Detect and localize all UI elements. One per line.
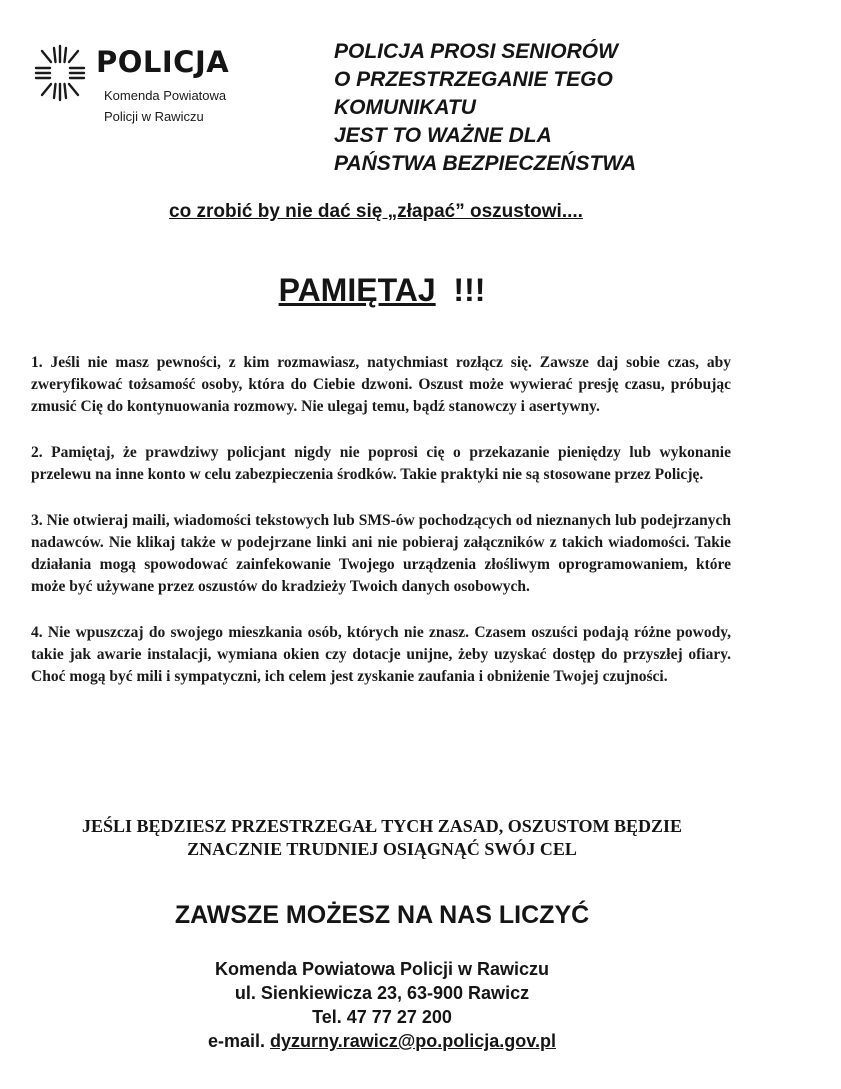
rule-item: 1. Jeśli nie masz pewności, z kim rozmawiasz, natychmiast rozłącz się. Zawsze daj sobie czas, aby zweryfikować tożsamość osoby, która do Ciebie dzwoni. Oszust może wywierać presję czasu, próbując zmusić Cię do kontynuowania rozmowy. Nie ulegaj temu, bądź stanowczy i asertywny. [31,354,731,415]
warning-line1: JEŚLI BĘDZIESZ PRZESTRZEGAŁ TYCH ZASAD, OSZUSTOM BĘDZIE [81,816,683,836]
contact-email-row [0,1029,764,1053]
header-message [334,38,734,178]
contact-block [0,957,764,1053]
contact-email-link[interactable]: dyzurny.rawicz@po.policja.gov.pl [270,1031,556,1051]
warning-message [0,815,764,861]
contact-phone: Tel. 47 77 27 200 [312,1007,452,1027]
header-message-line: PAŃSTWA BEZPIECZEŃSTWA [334,152,637,175]
rule-item: 2. Pamiętaj, że prawdziwy policjant nigdy nie poprosi cię o przekazanie pieniędzy lub wykonanie przelewu na inne konto w celu zabezpieczenia środków. Takie praktyki nie są stosowane przez Policję. [31,444,731,483]
header-message-line: KOMUNIKATU [334,96,476,119]
subtitle: co zrobić by nie dać się „złapać” oszustowi.... [169,201,583,222]
logo-subtitle-line2: Policji w Rawiczu [104,109,204,124]
police-star-icon [34,42,86,104]
headline-word: PAMIĘTAJ [278,272,436,308]
logo-name: POLICJA [96,45,230,79]
headline-exclamation: !!! [453,272,486,308]
contact-address: ul. Sienkiewicza 23, 63-900 Rawicz [234,983,530,1003]
warning-line2: ZNACZNIE TRUDNIEJ OSIĄGNĄĆ SWÓJ CEL [187,839,577,859]
contact-email-label: e-mail. [208,1031,266,1051]
contact-unit: Komenda Powiatowa Policji w Rawiczu [214,959,550,979]
headline [0,272,764,309]
header-message-line: JEST TO WAŻNE DLA [334,124,552,147]
police-logo [34,40,264,130]
slogan: ZAWSZE MOŻESZ NA NAS LICZYĆ [174,901,590,929]
header-message-line: POLICJA PROSI SENIORÓW [334,40,618,63]
rule-item: 3. Nie otwieraj maili, wiadomości tekstowych lub SMS-ów pochodzących od nieznanych lub podejrzanych nadawców. Nie klikaj także w podejrzane linki ani nie pobieraj załączników z takich wiadomości. Takie działania mogą spowodować zainfekowanie Twojego urządzenia złośliwym oprogramowaniem, które może być używane przez oszustów do kradzieży Twoich danych osobowych. [31,512,731,595]
rules-list [31,352,731,712]
rule-item: 4. Nie wpuszczaj do swojego mieszkania osób, których nie znasz. Czasem oszuści podają różne powody, takie jak awarie instalacji, wymiana okien czy dotacje unijne, żeby uzyskać dostęp do przyszłej ofiary. Choć mogą być mili i sympatyczni, ich celem jest zyskanie zaufania i obniżenie Twojej czujności. [31,624,731,685]
logo-subtitle-line1: Komenda Powiatowa [104,88,227,103]
header-message-line: O PRZESTRZEGANIE TEGO [334,68,613,91]
